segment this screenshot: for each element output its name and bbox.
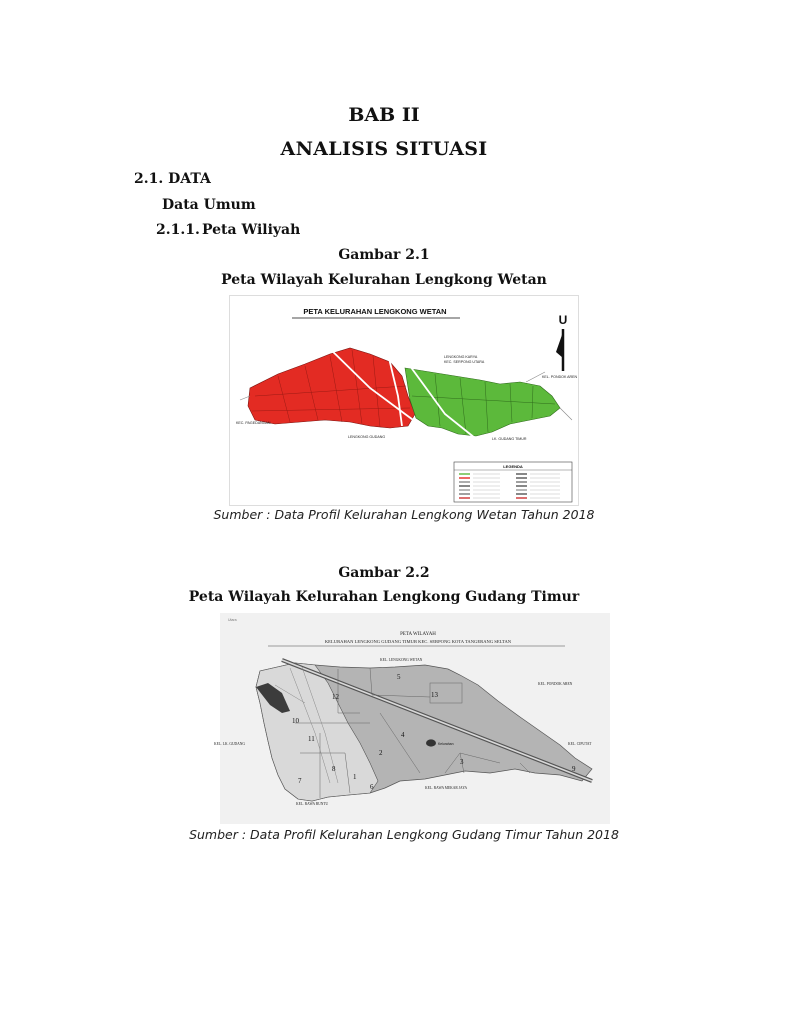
block-number: 12 xyxy=(332,693,339,701)
map1-title: PETA KELURAHAN LENGKONG WETAN xyxy=(303,307,447,316)
map1-label-gudang-timur: LK. GUDANG TIMUR xyxy=(492,437,527,441)
map1-label-lengkong-gudang: LENGKONG GUDANG xyxy=(348,435,386,439)
map2-label-south: KEL. RAWA MEKAR JAYA xyxy=(425,786,468,790)
block-number: 11 xyxy=(308,735,315,743)
map1-legend xyxy=(454,462,572,502)
north-arrow-icon xyxy=(556,329,563,371)
map2-title-2: KELURAHAN LENGKONG GUDANG TIMUR KEC. SERPONG KOTA TANGERANG SELTAN xyxy=(324,639,512,644)
north-arrow-letter: U xyxy=(558,313,568,327)
map1-label-serpong-utara: KEC. SERPONG UTARA xyxy=(444,360,485,364)
figure2-map xyxy=(214,613,610,824)
block-number: 10 xyxy=(292,717,299,725)
map2-label-west: KEL. LK. GUDANG xyxy=(214,742,245,746)
map1-zone-green xyxy=(405,368,560,436)
figure2-caption: Sumber : Data Profil Kelurahan Lengkong Gudang Timur Tahun 2018 xyxy=(189,827,619,842)
map1-label-pagedangan: KEC. PAGEDANGAN xyxy=(236,421,271,425)
subsection-heading: Data Umum xyxy=(162,197,256,213)
block-number: 2 xyxy=(379,749,383,757)
subsubsection-number: 2.1.1. xyxy=(156,222,200,238)
subsubsection-title: Peta Wiliyah xyxy=(202,222,301,238)
map2-label-east-top: KEL. PONDOK AREN xyxy=(538,682,573,686)
block-number: 13 xyxy=(431,691,438,699)
map1-label-lengkong-karya: LENGKONG KARYA xyxy=(444,355,478,359)
map2-label-north: KEL. LENGKONG WETAN xyxy=(380,658,423,662)
figure1-caption: Sumber : Data Profil Kelurahan Lengkong Wetan Tahun 2018 xyxy=(213,507,595,522)
block-number: 5 xyxy=(397,673,401,681)
section-heading: 2.1. DATA xyxy=(134,171,211,187)
map1-legend-title: LEGENDA xyxy=(503,464,523,469)
map2-label-south-west: KEL. RAWA BUNTU xyxy=(296,802,329,806)
map2-corner-note: Utara xyxy=(228,618,237,622)
chapter-number: BAB II xyxy=(348,104,420,126)
block-number: 6 xyxy=(370,783,374,791)
figure1-map xyxy=(229,295,579,506)
block-number: 8 xyxy=(332,765,336,773)
block-number: 7 xyxy=(298,777,302,785)
subsubsection-heading xyxy=(156,222,300,238)
block-number: 1 xyxy=(353,773,357,781)
map2-label-center: Kelurahan xyxy=(438,742,454,746)
map1-label-pondok-aren: KEL. PONDOK AREN xyxy=(542,375,578,379)
block-number: 4 xyxy=(401,731,405,739)
figure1-title: Peta Wilayah Kelurahan Lengkong Wetan xyxy=(221,272,547,288)
chapter-title: ANALISIS SITUASI xyxy=(280,138,488,160)
map2-title-1: PETA WILAYAH xyxy=(400,632,436,637)
block-number: 3 xyxy=(460,758,464,766)
map2-label-east: KEL. CIPUTAT xyxy=(568,742,592,746)
figure1-label: Gambar 2.1 xyxy=(338,247,430,263)
figure2-title: Peta Wilayah Kelurahan Lengkong Gudang Timur xyxy=(188,589,580,605)
block-number: 9 xyxy=(572,765,576,773)
figure2-label: Gambar 2.2 xyxy=(338,565,430,581)
